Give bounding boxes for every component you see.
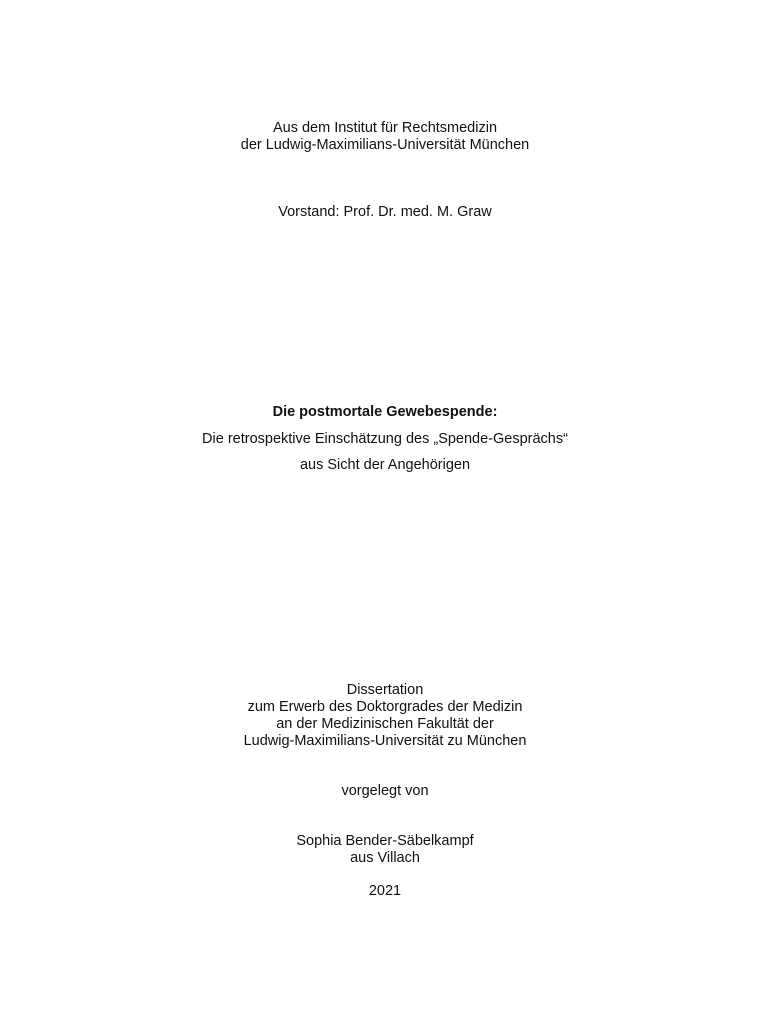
- submitted-by-line: vorgelegt von: [341, 783, 429, 799]
- author-name: Sophia Bender-Säbelkampf: [296, 833, 474, 849]
- thesis-title: Die postmortale Gewebespende:: [272, 404, 498, 420]
- institute-line-2: der Ludwig-Maximilians-Universität München: [240, 137, 530, 153]
- dissertation-line-3: an der Medizinischen Fakultät der: [276, 716, 494, 732]
- institute-line-1: Aus dem Institut für Rechtsmedizin: [272, 120, 498, 136]
- thesis-subtitle-1: Die retrospektive Einschätzung des „Spende-Gesprächs“: [202, 431, 568, 447]
- thesis-subtitle-2: aus Sicht der Angehörigen: [299, 457, 471, 473]
- author-origin: aus Villach: [350, 850, 420, 866]
- dissertation-line-2: zum Erwerb des Doktorgrades der Medizin: [247, 699, 523, 715]
- dissertation-line-4: Ludwig-Maximilians-Universität zu München: [243, 733, 527, 749]
- dissertation-line-1: Dissertation: [346, 682, 424, 698]
- year-line: 2021: [368, 883, 402, 899]
- board-line: Vorstand: Prof. Dr. med. M. Graw: [278, 204, 492, 220]
